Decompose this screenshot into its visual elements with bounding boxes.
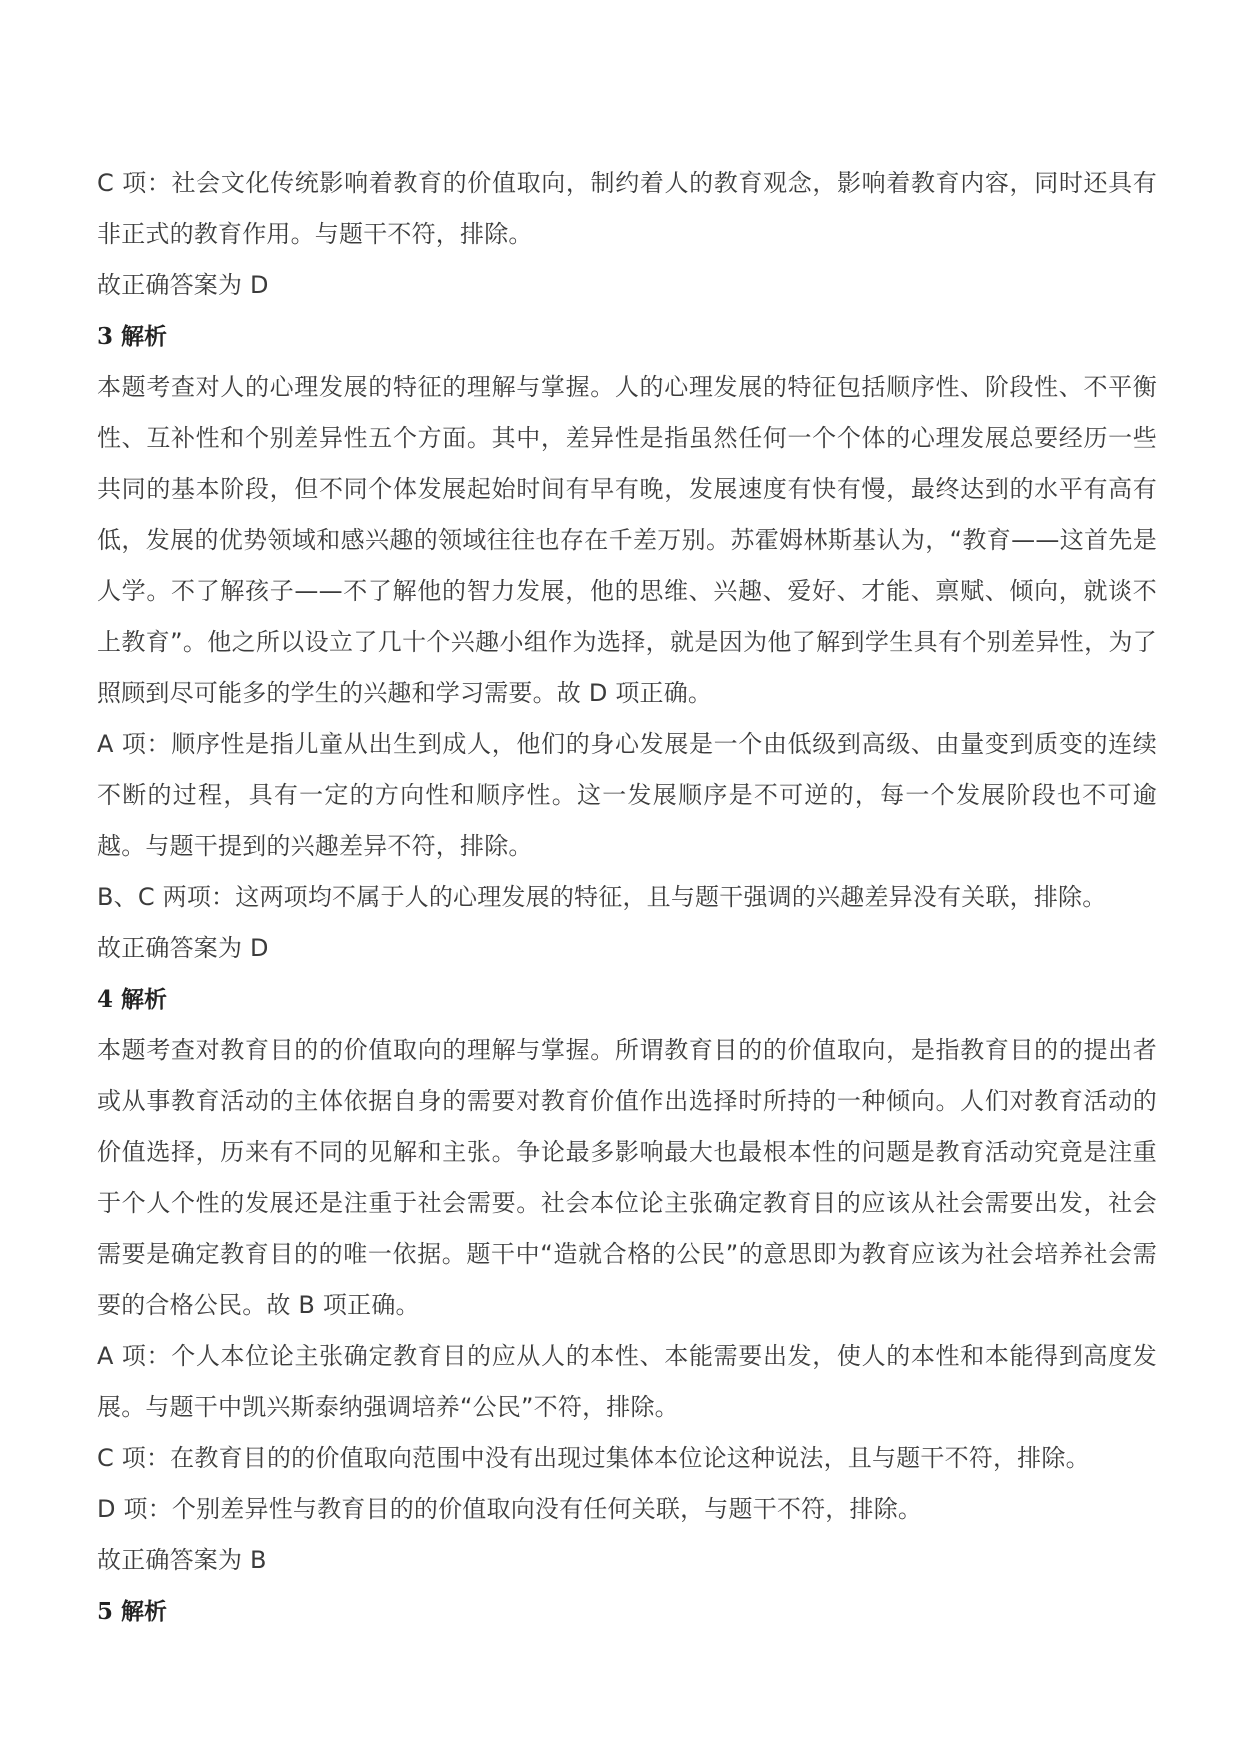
section-heading-4: 4 解析 — [97, 986, 168, 1013]
answer-line: 故正确答案为 D — [97, 934, 269, 962]
option-bc-explanation: B、C 两项：这两项均不属于人的心理发展的特征，且与题干强调的兴趣差异没有关联，排除。 — [97, 883, 1107, 911]
analysis-paragraph: 本题考查对人的心理发展的特征的理解与掌握。人的心理发展的特征包括顺序性、阶段性、不平衡性、互补性和个别差异性五个方面。其中，差异性是指虽然任何一个个体的心理发展总要经历一些共同的基本阶段，但不同个体发展起始时间有早有晚，发展速度有快有慢，最终达到的水平有高有低，发展的优势领域和感兴趣的领域往往也存在千差万别。苏霍姆林斯基认为，“教育——这首先是人学。不了解孩子——不了解他的智力发展，他的思维、兴趣、爱好、才能、禀赋、倾向，就谈不上教育”。他之所以设立了几十个兴趣小组作为选择，就是因为他了解到学生具有个别差异性，为了照顾到尽可能多的学生的兴趣和学习需要。故 D 项正确。 — [97, 373, 1157, 707]
option-c-explanation: C 项：在教育目的的价值取向范围中没有出现过集体本位论这种说法，且与题干不符，排除。 — [97, 1444, 1090, 1472]
option-d-explanation: D 项：个别差异性与教育目的的价值取向没有任何关联，与题干不符，排除。 — [97, 1495, 923, 1523]
document-body — [97, 158, 1157, 1637]
section-heading-5: 5 解析 — [97, 1598, 168, 1625]
answer-line: 故正确答案为 D — [97, 271, 269, 299]
option-a-explanation: A 项：个人本位论主张确定教育目的应从人的本性、本能需要出发，使人的本性和本能得到高度发展。与题干中凯兴斯泰纳强调培养“公民”不符，排除。 — [97, 1342, 1157, 1421]
section-heading-3: 3 解析 — [97, 323, 168, 350]
answer-line: 故正确答案为 B — [97, 1546, 267, 1574]
option-a-explanation: A 项：顺序性是指儿童从出生到成人，他们的身心发展是一个由低级到高级、由量变到质变的连续不断的过程，具有一定的方向性和顺序性。这一发展顺序是不可逆的，每一个发展阶段也不可逾越。与题干提到的兴趣差异不符，排除。 — [97, 730, 1157, 860]
option-c-explanation: C 项：社会文化传统影响着教育的价值取向，制约着人的教育观念，影响着教育内容，同时还具有非正式的教育作用。与题干不符，排除。 — [97, 169, 1157, 248]
analysis-paragraph: 本题考查对教育目的的价值取向的理解与掌握。所谓教育目的的价值取向，是指教育目的的提出者或从事教育活动的主体依据自身的需要对教育价值作出选择时所持的一种倾向。人们对教育活动的价值选择，历来有不同的见解和主张。争论最多影响最大也最根本性的问题是教育活动究竟是注重于个人个性的发展还是注重于社会需要。社会本位论主张确定教育目的应该从社会需要出发，社会需要是确定教育目的的唯一依据。题干中“造就合格的公民”的意思即为教育应该为社会培养社会需要的合格公民。故 B 项正确。 — [97, 1036, 1157, 1319]
